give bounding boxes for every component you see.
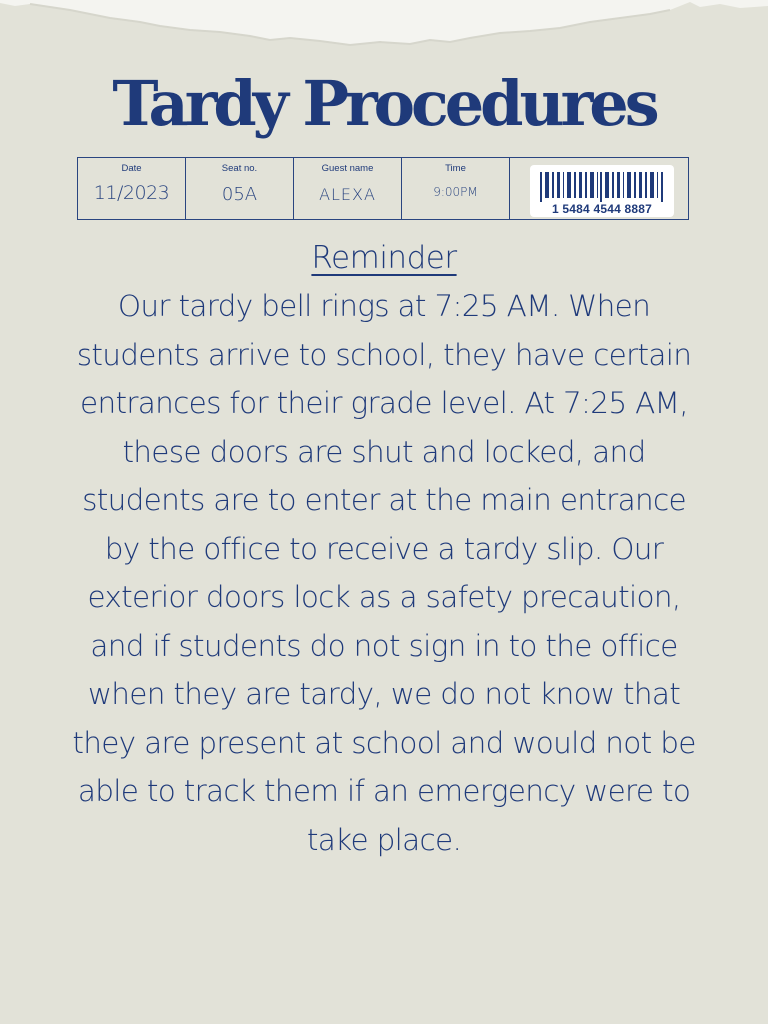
date-cell	[78, 158, 186, 219]
reminder-heading: Reminder	[311, 240, 457, 276]
barcode-icon	[536, 170, 668, 202]
time-value: 9:00PM	[433, 185, 478, 199]
page-title: Tardy Procedures	[112, 67, 656, 140]
guest-label: Guest name	[321, 163, 374, 174]
seat-label: Seat no.	[221, 163, 258, 174]
guest-cell	[294, 158, 402, 219]
time-cell	[402, 158, 510, 219]
date-label: Date	[121, 163, 142, 174]
seat-cell	[186, 158, 294, 219]
date-value: 11/2023	[93, 182, 170, 204]
time-label: Time	[445, 163, 466, 174]
torn-paper-strip	[0, 0, 768, 60]
barcode-cell	[510, 158, 687, 219]
barcode-number: 1 5484 4544 8887	[552, 202, 652, 216]
barcode	[530, 165, 674, 217]
seat-value: 05A	[221, 184, 258, 205]
reminder-body: Our tardy bell rings at 7:25 AM. When students arrive to school, they have certain entrances for their grade level. At 7:25 AM, these doors are shut and locked, and students are to enter at the main entrance by the office to receive a tardy slip. Our exterior doors lock as a safety precaution, and if students do not sign in to the office when they are tardy, we do not know that they are present at school and would not be able to track them if an emergency were to take place.	[72, 289, 696, 857]
ticket-stub	[77, 157, 689, 220]
guest-value: ALEXA	[319, 185, 376, 204]
